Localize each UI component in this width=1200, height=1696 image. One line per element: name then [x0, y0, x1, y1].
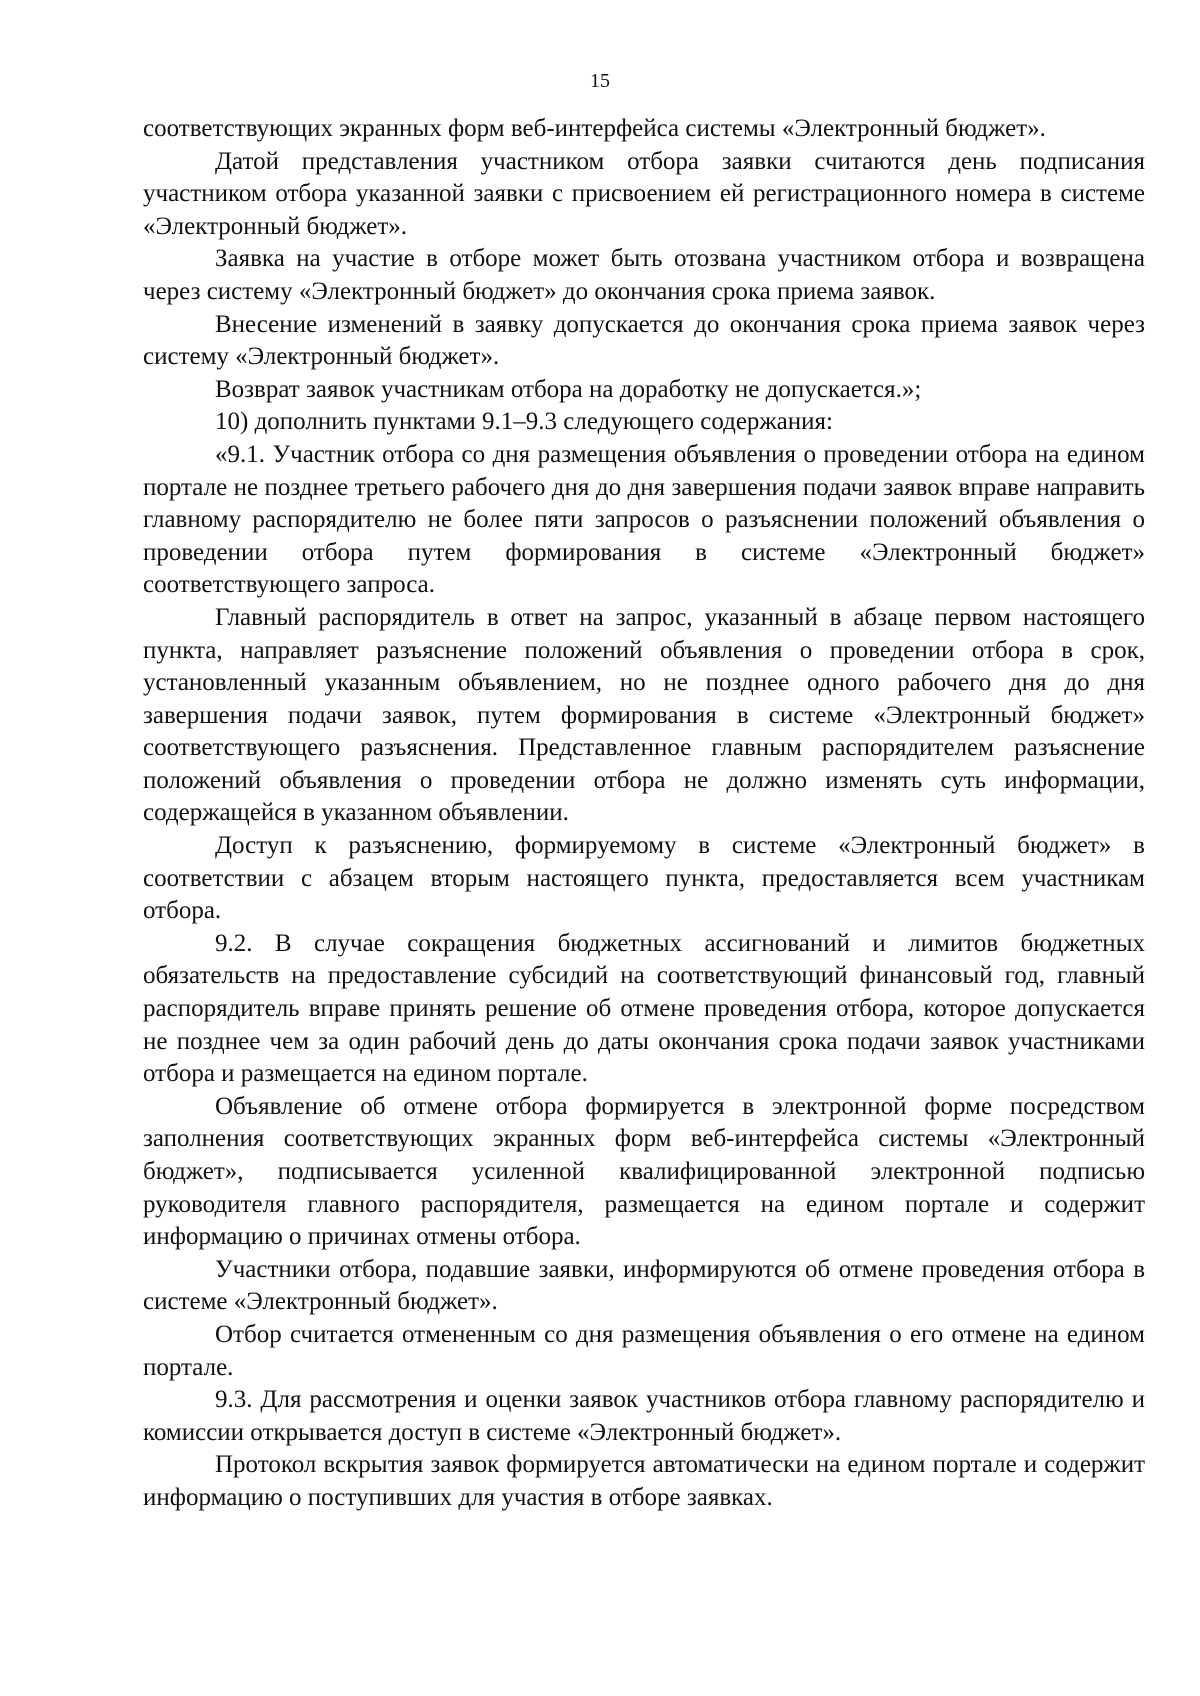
- paragraph: Внесение изменений в заявку допускается до окончания срока приема заявок через систему «Электронный бюджет».: [143, 310, 1145, 371]
- paragraph: Участники отбора, подавшие заявки, информируются об отмене проведения отбора в системе «Электронный бюджет».: [143, 1255, 1145, 1316]
- paragraph: Заявка на участие в отборе может быть отозвана участником отбора и возвращена через систему «Электронный бюджет» до окончания срока приема заявок.: [143, 245, 1145, 305]
- page-number: 15: [590, 70, 610, 92]
- paragraph: Доступ к разъяснению, формируемому в системе «Электронный бюджет» в соответствии с абзацем вторым настоящего пункта, предоставляется всем участникам отбора.: [143, 832, 1145, 925]
- paragraph: Протокол вскрытия заявок формируется автоматически на едином портале и содержит информацию о поступивших для участия в отборе заявках.: [143, 1451, 1145, 1511]
- paragraph: 9.2. В случае сокращения бюджетных ассигнований и лимитов бюджетных обязательств на предоставление субсидий на соответствующий финансовый год, главный распорядитель вправе принять решение об отмене проведения отбора, которое допускается не позднее чем за один рабочий день до даты окончания срока подачи заявок участниками отбора и размещается на едином портале.: [143, 929, 1145, 1088]
- paragraph: 10) дополнить пунктами 9.1–9.3 следующего содержания:: [215, 408, 833, 436]
- paragraph: 9.3. Для рассмотрения и оценки заявок участников отбора главному распорядителю и комиссии открывается доступ в системе «Электронный бюджет».: [143, 1386, 1145, 1446]
- paragraph: Возврат заявок участникам отбора на доработку не допускается.»;: [215, 375, 922, 403]
- paragraph: Объявление об отмене отбора формируется в электронной форме посредством заполнения соответствующих экранных форм веб-интерфейса системы «Электронный бюджет», подписывается усиленной квалифицированной электронной подписью руководителя главного распорядителя, размещается на едином портале и содержит информацию о причинах отмены отбора.: [143, 1092, 1145, 1251]
- paragraph: Отбор считается отмененным со дня размещения объявления о его отмене на едином портале.: [143, 1320, 1145, 1381]
- paragraph: соответствующих экранных форм веб-интерфейса системы «Электронный бюджет».: [143, 115, 1046, 142]
- paragraph: Датой представления участником отбора заявки считаются день подписания участником отбора указанной заявки с присвоением ей регистрационного номера в системе «Электронный бюджет».: [143, 147, 1145, 240]
- paragraph: «9.1. Участник отбора со дня размещения объявления о проведении отбора на едином портале не позднее третьего рабочего дня до дня завершения подачи заявок вправе направить главному распорядителю не более пяти запросов о разъяснении положений объявления о проведении отбора путем формирования в системе «Электронный бюджет» соответствующего запроса.: [143, 440, 1145, 599]
- document-body: [143, 113, 1145, 1515]
- paragraph: Главный распорядитель в ответ на запрос, указанный в абзаце первом настоящего пункта, направляет разъяснение положений объявления о проведении отбора в срок, установленный указанным объявлением, но не позднее одного рабочего дня до дня завершения подачи заявок, путем формирования в системе «Электронный бюджет» соответствующего разъяснения. Представленное главным распорядителем разъяснение положений объявления о проведении отбора не должно изменять суть информации, содержащейся в указанном объявлении.: [143, 603, 1145, 827]
